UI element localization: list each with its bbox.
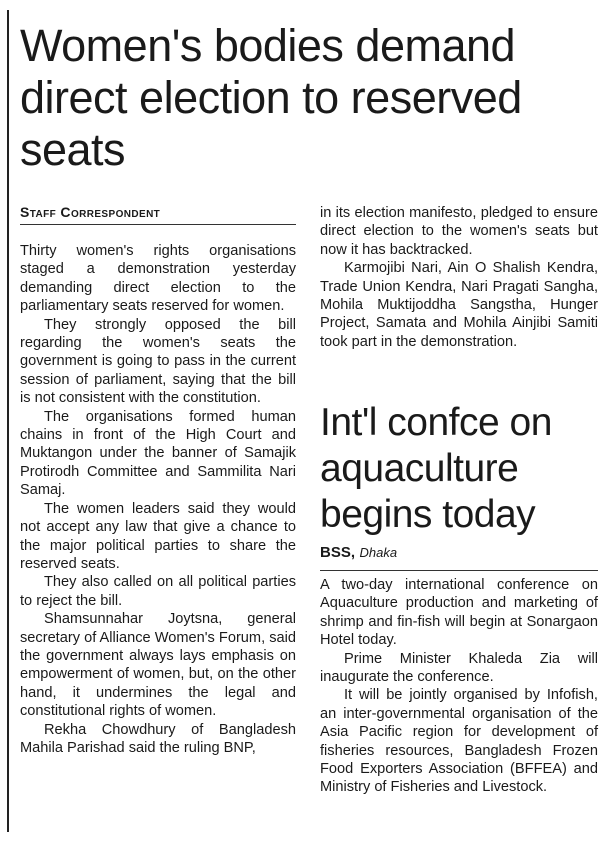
story1-headline: Women's bodies demand direct election to reserved seats: [20, 20, 522, 175]
story2-agency: BSS,: [320, 544, 356, 561]
story1-column-2: [320, 204, 598, 351]
story2-paragraph: A two-day international conference on Aquaculture production and marketing of shrimp and fin-fish will begin at Sonargaon Hotel today.: [320, 577, 598, 649]
story1-paragraph: They strongly opposed the bill regarding the women's seats the government is going to pass in the current session of parliament, saying that the bill is not consistent with the constitution.: [20, 316, 296, 407]
story1-byline: Staff Correspondent: [20, 204, 296, 225]
story1-column-1: [20, 242, 296, 757]
story1-paragraph: The organisations formed human chains in front of the High Court and Muktangon under the banner of Samajik Protirodh Committee and Sammilita Nari Samaj.: [20, 408, 296, 499]
story1-paragraph: They also called on all political parties to reject the bill.: [20, 574, 296, 609]
story2-paragraph: Prime Minister Khaleda Zia will inaugurate the conference.: [320, 650, 598, 686]
story1-paragraph: Shamsunnahar Joytsna, general secretary of Alliance Women's Forum, said the government always lays emphasis on empowerment of women, but, on the other hand, it undermines the legal and constitutional rights of women.: [20, 611, 296, 720]
story1-paragraph: The women leaders said they would not accept any law that give a chance to the major political parties to share the reserved seats.: [20, 500, 296, 572]
story1-paragraph: Karmojibi Nari, Ain O Shalish Kendra, Trade Union Kendra, Nari Pragati Sangha, Mohila Muktijoddha Sangstha, Hunger Project, Samata and Mohila Ainjibi Samiti took part in the demonstration.: [320, 260, 598, 350]
left-column-rule: [7, 10, 9, 832]
story2-byline: [320, 544, 598, 571]
story1-paragraph: Rekha Chowdhury of Bangladesh Mahila Parishad said the ruling BNP,: [20, 721, 296, 756]
story2-headline: Int'l confce on aquaculture begins today: [320, 401, 552, 536]
story1-paragraph: in its election manifesto, pledged to ensure direct election to the women's seats but now it has backtracked.: [320, 205, 598, 258]
story2-dateline: Dhaka: [359, 545, 398, 560]
story1-paragraph: Thirty women's rights organisations staged a demonstration yesterday demanding direct election to the parliamentary seats reserved for women.: [20, 243, 296, 315]
story2-body: [320, 576, 598, 797]
story2-paragraph: It will be jointly organised by Infofish, an inter-governmental organisation of the Asia Pacific region for development of fisheries resources, Bangladesh Frozen Food Exporters Association (BFFEA) and Ministry of Fisheries and Livestock.: [320, 687, 598, 796]
